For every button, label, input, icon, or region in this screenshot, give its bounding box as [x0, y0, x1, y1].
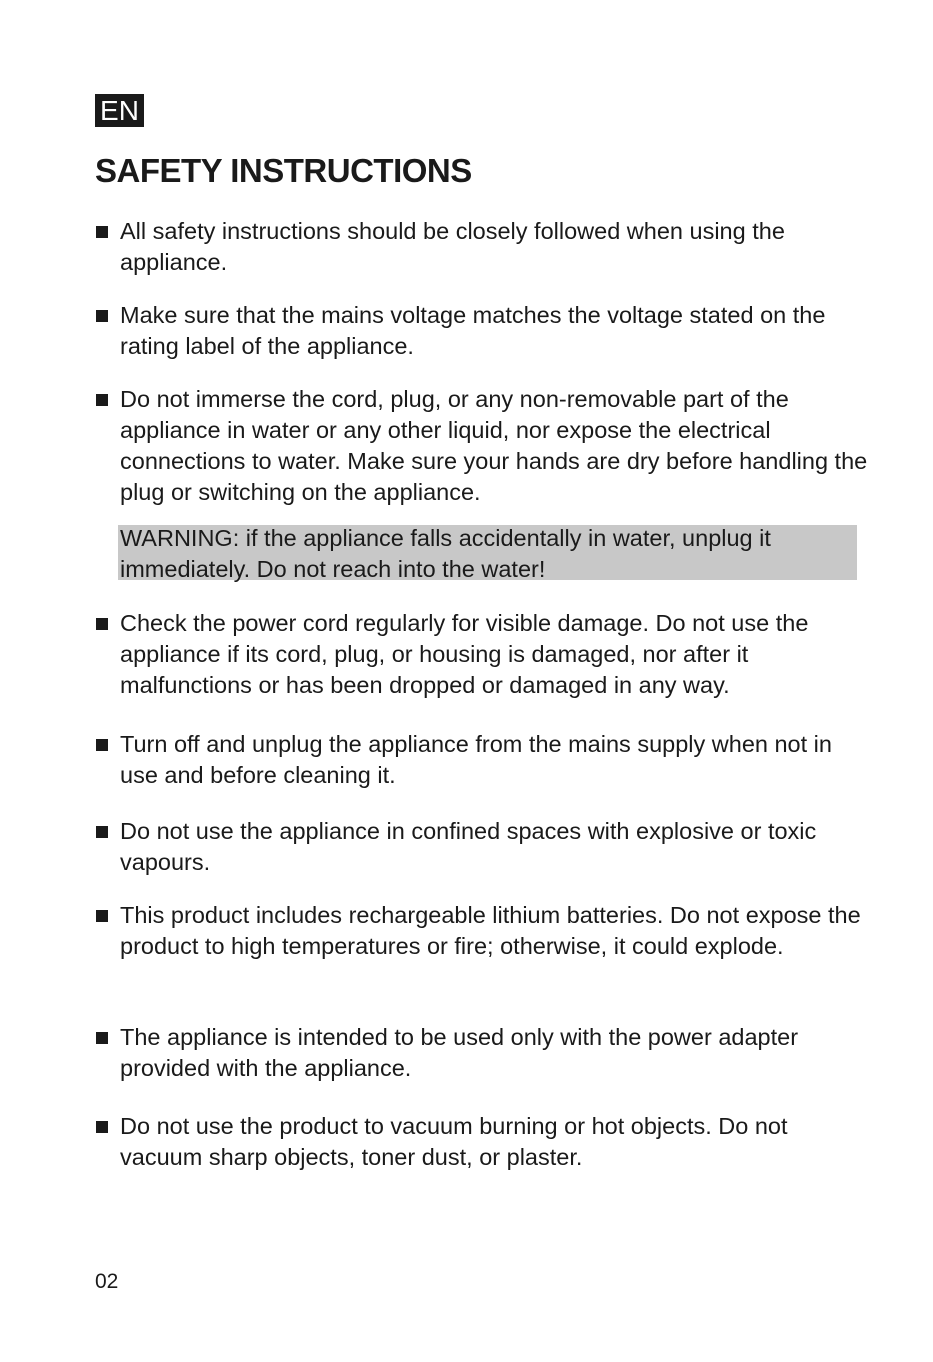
instruction-text: Turn off and unplug the appliance from the mains supply when not in use and before cleaning it.	[120, 731, 832, 788]
square-bullet-icon	[96, 226, 108, 238]
square-bullet-icon	[96, 826, 108, 838]
instruction-text: The appliance is intended to be used only with the power adapter provided with the appliance.	[120, 1024, 799, 1081]
square-bullet-icon	[96, 1032, 108, 1044]
square-bullet-icon	[96, 910, 108, 922]
square-bullet-icon	[96, 1121, 108, 1133]
instruction-text: Do not use the appliance in confined spaces with explosive or toxic vapours.	[120, 818, 817, 875]
page-title: SAFETY INSTRUCTIONS	[95, 152, 472, 189]
instruction-text: Do not immerse the cord, plug, or any non-removable part of the appliance in water or any other liquid, nor expose the electrical connections to water. Make sure your hands are dry before handling the plug or switching on the appliance.	[120, 386, 868, 505]
instruction-text: This product includes rechargeable lithium batteries. Do not expose the product to high temperatures or fire; otherwise, it could explode.	[120, 902, 861, 959]
instruction-text: Make sure that the mains voltage matches the voltage stated on the rating label of the appliance.	[120, 302, 826, 359]
warning-text: WARNING: if the appliance falls accidentally in water, unplug it immediately. Do not reach into the water!	[120, 525, 771, 582]
page-number: 02	[95, 1270, 119, 1293]
instruction-text: All safety instructions should be closely followed when using the appliance.	[120, 218, 785, 275]
square-bullet-icon	[96, 739, 108, 751]
square-bullet-icon	[96, 618, 108, 630]
square-bullet-icon	[96, 394, 108, 406]
language-badge: EN	[95, 94, 144, 127]
instruction-text: Check the power cord regularly for visible damage. Do not use the appliance if its cord, plug, or housing is damaged, nor after it malfunctions or has been dropped or damaged in any way.	[120, 610, 809, 698]
warning-box	[118, 525, 857, 580]
instruction-text: Do not use the product to vacuum burning or hot objects. Do not vacuum sharp objects, toner dust, or plaster.	[120, 1113, 788, 1170]
square-bullet-icon	[96, 310, 108, 322]
